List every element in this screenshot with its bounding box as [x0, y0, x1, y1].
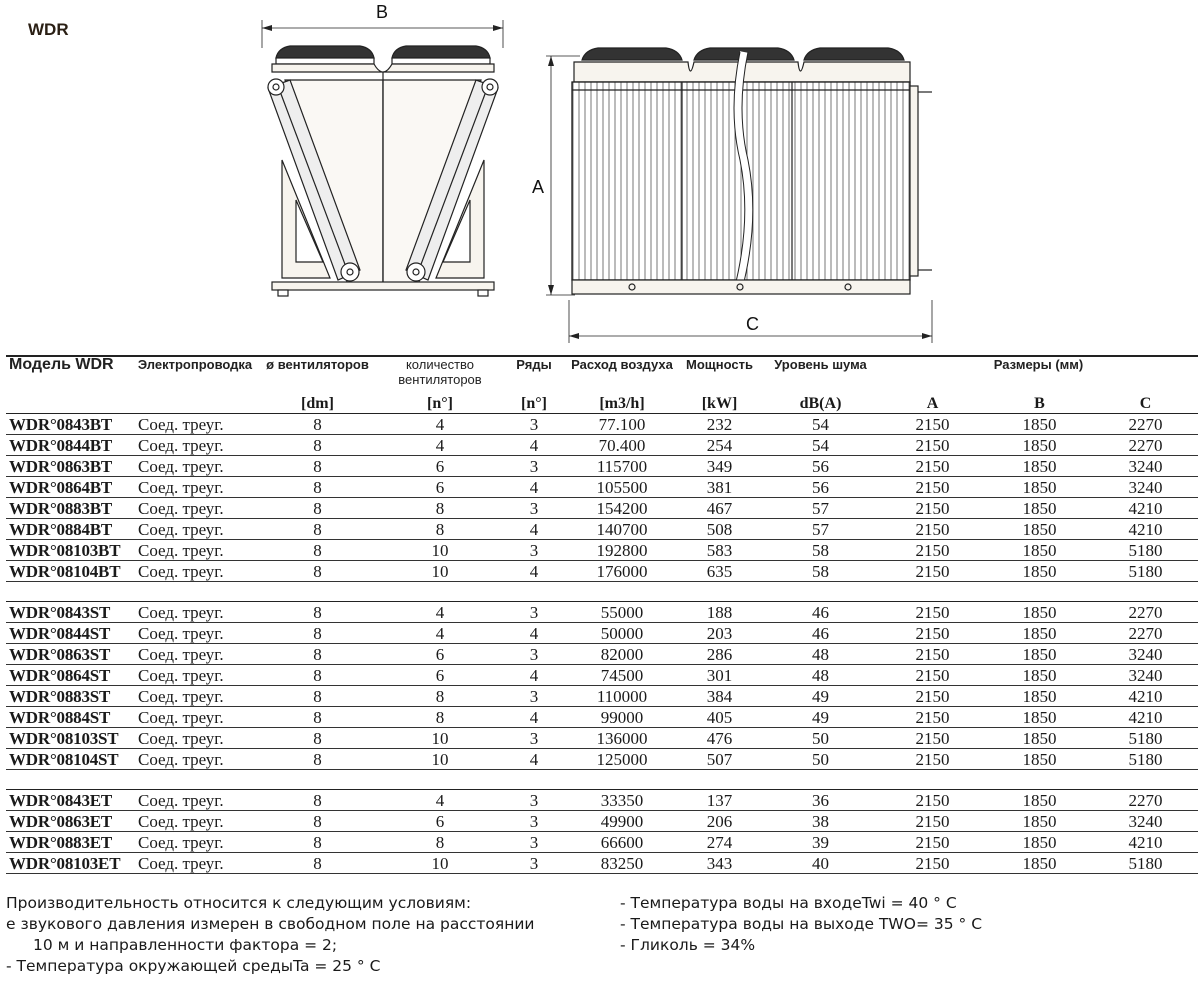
- cell-dim-a: 2150: [879, 414, 986, 435]
- notes-right: [620, 893, 1180, 956]
- cell-dim-b: 1850: [986, 435, 1093, 456]
- cell-airflow: 83250: [567, 853, 677, 874]
- cell-dim-b: 1850: [986, 623, 1093, 644]
- cell-dim-a: 2150: [879, 644, 986, 665]
- cell-fan-diameter: 8: [256, 414, 379, 435]
- cell-fan-diameter: 8: [256, 832, 379, 853]
- cell-fan-count: 6: [379, 665, 501, 686]
- cell-fan-count: 10: [379, 561, 501, 582]
- cell-airflow: 82000: [567, 644, 677, 665]
- cell-rows: 3: [501, 602, 567, 623]
- cell-fan-count: 8: [379, 832, 501, 853]
- cell-noise: 56: [762, 477, 879, 498]
- cell-fan-count: 6: [379, 811, 501, 832]
- cell-fan-count: 10: [379, 728, 501, 749]
- cell-model: WDR°0864BT: [6, 477, 134, 498]
- cell-power: 137: [677, 790, 762, 811]
- cell-dim-b: 1850: [986, 728, 1093, 749]
- cell-model: WDR°0844ST: [6, 623, 134, 644]
- cell-wiring: Соед. треуг.: [134, 686, 256, 707]
- table-row: [6, 644, 1198, 665]
- dim-b-label: B: [376, 2, 389, 22]
- cell-dim-c: 2270: [1093, 602, 1198, 623]
- cell-fan-diameter: 8: [256, 853, 379, 874]
- cell-airflow: 192800: [567, 540, 677, 561]
- cell-noise: 54: [762, 435, 879, 456]
- cell-rows: 4: [501, 707, 567, 728]
- cell-rows: 3: [501, 790, 567, 811]
- cell-model: WDR°0883BT: [6, 498, 134, 519]
- cell-model: WDR°08104BT: [6, 561, 134, 582]
- units-row: [6, 394, 1198, 414]
- cell-power: 286: [677, 644, 762, 665]
- cell-wiring: Соед. треуг.: [134, 435, 256, 456]
- cell-airflow: 77.100: [567, 414, 677, 435]
- cell-dim-c: 4210: [1093, 707, 1198, 728]
- cell-fan-diameter: 8: [256, 519, 379, 540]
- separator-cell: [6, 770, 1198, 790]
- table-row: [6, 456, 1198, 477]
- cell-power: 343: [677, 853, 762, 874]
- cell-fan-diameter: 8: [256, 540, 379, 561]
- cell-dim-c: 5180: [1093, 853, 1198, 874]
- cell-fan-diameter: 8: [256, 749, 379, 770]
- group-separator: [6, 770, 1198, 790]
- fan-dome-left: [276, 46, 374, 58]
- cell-rows: 3: [501, 498, 567, 519]
- unit-dim-a: A: [879, 394, 986, 414]
- cell-wiring: Соед. треуг.: [134, 644, 256, 665]
- col-dimensions: Размеры (мм): [879, 356, 1198, 394]
- technical-drawing: [0, 0, 1200, 350]
- cell-fan-diameter: 8: [256, 498, 379, 519]
- cell-dim-b: 1850: [986, 707, 1093, 728]
- cell-rows: 3: [501, 832, 567, 853]
- cell-model: WDR°0863ET: [6, 811, 134, 832]
- cell-dim-a: 2150: [879, 707, 986, 728]
- cell-rows: 4: [501, 665, 567, 686]
- cell-dim-a: 2150: [879, 540, 986, 561]
- note-line: - Температура воды на входеTwi = 40 ° C: [620, 894, 957, 912]
- cell-dim-c: 4210: [1093, 686, 1198, 707]
- cell-wiring: Соед. треуг.: [134, 728, 256, 749]
- cell-rows: 3: [501, 811, 567, 832]
- note-line: е звукового давления измерен в свободном поле на расстоянии: [6, 915, 535, 933]
- cell-rows: 4: [501, 477, 567, 498]
- cell-power: 476: [677, 728, 762, 749]
- cell-dim-c: 2270: [1093, 790, 1198, 811]
- cell-airflow: 49900: [567, 811, 677, 832]
- cell-model: WDR°0864ST: [6, 665, 134, 686]
- table-row: [6, 832, 1198, 853]
- cell-fan-count: 4: [379, 414, 501, 435]
- col-wiring: Электропроводка: [134, 356, 256, 394]
- cell-power: 507: [677, 749, 762, 770]
- cell-fan-count: 6: [379, 477, 501, 498]
- cell-wiring: Соед. треуг.: [134, 414, 256, 435]
- cell-fan-count: 10: [379, 540, 501, 561]
- note-line: - Температура воды на выходе TWO= 35 ° C: [620, 915, 983, 933]
- cell-dim-a: 2150: [879, 686, 986, 707]
- cell-wiring: Соед. треуг.: [134, 665, 256, 686]
- cell-fan-diameter: 8: [256, 623, 379, 644]
- cell-power: 405: [677, 707, 762, 728]
- col-fan-diameter: ø вентиляторов: [256, 356, 379, 394]
- cell-noise: 58: [762, 540, 879, 561]
- cell-model: WDR°0863ST: [6, 644, 134, 665]
- cell-airflow: 110000: [567, 686, 677, 707]
- table-row: [6, 853, 1198, 874]
- cell-wiring: Соед. треуг.: [134, 707, 256, 728]
- cell-rows: 3: [501, 540, 567, 561]
- cell-power: 467: [677, 498, 762, 519]
- cell-dim-c: 5180: [1093, 728, 1198, 749]
- table-row: [6, 602, 1198, 623]
- unit-dim-b: B: [986, 394, 1093, 414]
- front-view: [546, 48, 932, 343]
- cell-noise: 57: [762, 519, 879, 540]
- cell-model: WDR°08104ST: [6, 749, 134, 770]
- cell-power: 349: [677, 456, 762, 477]
- note-line: 10 м и направленности фактора = 2;: [33, 936, 338, 954]
- cell-noise: 54: [762, 414, 879, 435]
- cell-dim-c: 3240: [1093, 811, 1198, 832]
- group-separator: [6, 582, 1198, 602]
- dim-c-label: C: [746, 314, 759, 334]
- cell-dim-c: 4210: [1093, 498, 1198, 519]
- col-model: Модель WDR: [6, 356, 134, 394]
- cell-power: 508: [677, 519, 762, 540]
- cell-wiring: Соед. треуг.: [134, 456, 256, 477]
- cell-model: WDR°0883ST: [6, 686, 134, 707]
- col-rows: Ряды: [501, 356, 567, 394]
- cell-dim-b: 1850: [986, 477, 1093, 498]
- cell-fan-diameter: 8: [256, 811, 379, 832]
- cell-power: 381: [677, 477, 762, 498]
- cell-fan-diameter: 8: [256, 686, 379, 707]
- dim-a-label: A: [532, 177, 545, 197]
- unit-noise: dB(A): [762, 394, 879, 414]
- cell-dim-a: 2150: [879, 832, 986, 853]
- cell-model: WDR°0843ET: [6, 790, 134, 811]
- table-row: [6, 707, 1198, 728]
- cell-power: 384: [677, 686, 762, 707]
- table-row: [6, 749, 1198, 770]
- unit-model-empty: [6, 394, 134, 414]
- table-row: [6, 686, 1198, 707]
- cell-dim-c: 3240: [1093, 644, 1198, 665]
- table-row: [6, 623, 1198, 644]
- cell-fan-count: 8: [379, 519, 501, 540]
- cell-model: WDR°0844BT: [6, 435, 134, 456]
- separator-cell: [6, 582, 1198, 602]
- cell-model: WDR°0883ET: [6, 832, 134, 853]
- table-row: [6, 519, 1198, 540]
- cell-dim-c: 2270: [1093, 623, 1198, 644]
- cell-dim-b: 1850: [986, 414, 1093, 435]
- cell-fan-count: 4: [379, 435, 501, 456]
- cell-fan-diameter: 8: [256, 790, 379, 811]
- cell-dim-a: 2150: [879, 749, 986, 770]
- table-row: [6, 561, 1198, 582]
- cell-dim-b: 1850: [986, 686, 1093, 707]
- table-row: [6, 435, 1198, 456]
- cell-airflow: 33350: [567, 790, 677, 811]
- cell-airflow: 55000: [567, 602, 677, 623]
- cell-rows: 3: [501, 644, 567, 665]
- cell-fan-diameter: 8: [256, 602, 379, 623]
- cell-fan-count: 10: [379, 749, 501, 770]
- cell-model: WDR°0843BT: [6, 414, 134, 435]
- cell-airflow: 105500: [567, 477, 677, 498]
- cell-fan-count: 6: [379, 644, 501, 665]
- cell-airflow: 176000: [567, 561, 677, 582]
- cell-fan-diameter: 8: [256, 707, 379, 728]
- cell-airflow: 154200: [567, 498, 677, 519]
- page-tag: WDR: [28, 20, 69, 39]
- unit-fan-count: [n°]: [379, 394, 501, 414]
- cell-rows: 4: [501, 561, 567, 582]
- cell-dim-a: 2150: [879, 456, 986, 477]
- unit-dim-c: C: [1093, 394, 1198, 414]
- cell-airflow: 140700: [567, 519, 677, 540]
- notes-left: [6, 893, 606, 977]
- cell-fan-count: 8: [379, 707, 501, 728]
- cell-dim-b: 1850: [986, 644, 1093, 665]
- cell-fan-count: 6: [379, 456, 501, 477]
- cell-fan-diameter: 8: [256, 644, 379, 665]
- cell-noise: 38: [762, 811, 879, 832]
- side-view: [262, 20, 503, 296]
- unit-wiring-empty: [134, 394, 256, 414]
- cell-dim-c: 5180: [1093, 749, 1198, 770]
- cell-dim-c: 3240: [1093, 665, 1198, 686]
- cell-dim-b: 1850: [986, 540, 1093, 561]
- cell-noise: 48: [762, 665, 879, 686]
- table-row: [6, 665, 1198, 686]
- cell-fan-diameter: 8: [256, 561, 379, 582]
- unit-power: [kW]: [677, 394, 762, 414]
- cell-dim-b: 1850: [986, 456, 1093, 477]
- cell-model: WDR°0843ST: [6, 602, 134, 623]
- cell-noise: 49: [762, 686, 879, 707]
- cell-airflow: 99000: [567, 707, 677, 728]
- cell-noise: 49: [762, 707, 879, 728]
- cell-rows: 3: [501, 686, 567, 707]
- col-airflow: Расход воздуха: [567, 356, 677, 394]
- cell-fan-count: 4: [379, 623, 501, 644]
- cell-model: WDR°0884BT: [6, 519, 134, 540]
- cell-rows: 4: [501, 435, 567, 456]
- cell-rows: 3: [501, 728, 567, 749]
- unit-rows: [n°]: [501, 394, 567, 414]
- cell-dim-b: 1850: [986, 519, 1093, 540]
- cell-noise: 48: [762, 644, 879, 665]
- col-fan-count: количество вентиляторов: [379, 356, 501, 394]
- spec-table: [6, 355, 1198, 874]
- header-row: [6, 356, 1198, 394]
- cell-fan-diameter: 8: [256, 665, 379, 686]
- cell-airflow: 50000: [567, 623, 677, 644]
- table-row: [6, 540, 1198, 561]
- table-row: [6, 477, 1198, 498]
- cell-dim-b: 1850: [986, 853, 1093, 874]
- cell-rows: 3: [501, 853, 567, 874]
- cell-airflow: 115700: [567, 456, 677, 477]
- cell-dim-a: 2150: [879, 853, 986, 874]
- cell-power: 206: [677, 811, 762, 832]
- cell-power: 232: [677, 414, 762, 435]
- cell-wiring: Соед. треуг.: [134, 853, 256, 874]
- table-row: [6, 790, 1198, 811]
- cell-dim-b: 1850: [986, 832, 1093, 853]
- note-line: - Гликоль = 34%: [620, 936, 756, 954]
- cell-model: WDR°0863BT: [6, 456, 134, 477]
- cell-rows: 3: [501, 414, 567, 435]
- cell-noise: 39: [762, 832, 879, 853]
- table-row: [6, 498, 1198, 519]
- cell-power: 203: [677, 623, 762, 644]
- cell-rows: 3: [501, 456, 567, 477]
- cell-noise: 46: [762, 623, 879, 644]
- fan-dome-right: [392, 46, 490, 58]
- cell-dim-c: 5180: [1093, 561, 1198, 582]
- cell-power: 254: [677, 435, 762, 456]
- cell-power: 635: [677, 561, 762, 582]
- cell-fan-count: 10: [379, 853, 501, 874]
- cell-dim-a: 2150: [879, 665, 986, 686]
- cell-airflow: 125000: [567, 749, 677, 770]
- cell-dim-b: 1850: [986, 602, 1093, 623]
- cell-noise: 56: [762, 456, 879, 477]
- note-line: - Температура окружающей средыTa = 25 ° C: [6, 957, 381, 975]
- cell-wiring: Соед. треуг.: [134, 623, 256, 644]
- cell-fan-diameter: 8: [256, 477, 379, 498]
- cell-dim-b: 1850: [986, 749, 1093, 770]
- cell-dim-b: 1850: [986, 665, 1093, 686]
- cell-dim-c: 3240: [1093, 477, 1198, 498]
- cell-wiring: Соед. треуг.: [134, 477, 256, 498]
- cell-dim-a: 2150: [879, 498, 986, 519]
- cell-power: 583: [677, 540, 762, 561]
- cell-fan-count: 8: [379, 498, 501, 519]
- cell-rows: 4: [501, 519, 567, 540]
- cell-dim-a: 2150: [879, 811, 986, 832]
- spec-table-body: [6, 414, 1198, 874]
- col-power: Мощность: [677, 356, 762, 394]
- cell-dim-a: 2150: [879, 728, 986, 749]
- cell-fan-diameter: 8: [256, 728, 379, 749]
- cell-dim-b: 1850: [986, 561, 1093, 582]
- table-row: [6, 728, 1198, 749]
- cell-dim-c: 5180: [1093, 540, 1198, 561]
- cell-wiring: Соед. треуг.: [134, 832, 256, 853]
- cell-fan-diameter: 8: [256, 435, 379, 456]
- col-noise: Уровень шума: [762, 356, 879, 394]
- table-row: [6, 414, 1198, 435]
- cell-wiring: Соед. треуг.: [134, 602, 256, 623]
- cell-power: 188: [677, 602, 762, 623]
- cell-rows: 4: [501, 749, 567, 770]
- cell-noise: 36: [762, 790, 879, 811]
- cell-dim-a: 2150: [879, 435, 986, 456]
- cell-wiring: Соед. треуг.: [134, 519, 256, 540]
- cell-noise: 40: [762, 853, 879, 874]
- cell-fan-count: 4: [379, 790, 501, 811]
- cell-dim-c: 2270: [1093, 414, 1198, 435]
- cell-noise: 50: [762, 749, 879, 770]
- unit-airflow: [m3/h]: [567, 394, 677, 414]
- cell-dim-c: 4210: [1093, 832, 1198, 853]
- cell-wiring: Соед. треуг.: [134, 498, 256, 519]
- table-row: [6, 811, 1198, 832]
- cell-dim-a: 2150: [879, 602, 986, 623]
- cell-noise: 58: [762, 561, 879, 582]
- cell-power: 274: [677, 832, 762, 853]
- cell-airflow: 66600: [567, 832, 677, 853]
- cell-dim-a: 2150: [879, 477, 986, 498]
- cell-wiring: Соед. треуг.: [134, 540, 256, 561]
- cell-model: WDR°08103ET: [6, 853, 134, 874]
- cell-airflow: 70.400: [567, 435, 677, 456]
- cell-wiring: Соед. треуг.: [134, 561, 256, 582]
- cell-noise: 46: [762, 602, 879, 623]
- cell-dim-b: 1850: [986, 790, 1093, 811]
- cell-fan-count: 8: [379, 686, 501, 707]
- cell-dim-c: 2270: [1093, 435, 1198, 456]
- cell-dim-a: 2150: [879, 623, 986, 644]
- cell-dim-c: 4210: [1093, 519, 1198, 540]
- cell-dim-b: 1850: [986, 811, 1093, 832]
- cell-dim-a: 2150: [879, 790, 986, 811]
- cell-fan-count: 4: [379, 602, 501, 623]
- cell-dim-a: 2150: [879, 519, 986, 540]
- note-line: Производительность относится к следующим условиям:: [6, 894, 472, 912]
- cell-airflow: 136000: [567, 728, 677, 749]
- unit-fan-diameter: [dm]: [256, 394, 379, 414]
- cell-rows: 4: [501, 623, 567, 644]
- cell-dim-a: 2150: [879, 561, 986, 582]
- cell-model: WDR°08103ST: [6, 728, 134, 749]
- cell-noise: 50: [762, 728, 879, 749]
- cell-wiring: Соед. треуг.: [134, 811, 256, 832]
- cell-dim-c: 3240: [1093, 456, 1198, 477]
- cell-model: WDR°08103BT: [6, 540, 134, 561]
- cell-dim-b: 1850: [986, 498, 1093, 519]
- cell-fan-diameter: 8: [256, 456, 379, 477]
- cell-noise: 57: [762, 498, 879, 519]
- cell-wiring: Соед. треуг.: [134, 749, 256, 770]
- cell-model: WDR°0884ST: [6, 707, 134, 728]
- cell-power: 301: [677, 665, 762, 686]
- cell-airflow: 74500: [567, 665, 677, 686]
- cell-wiring: Соед. треуг.: [134, 790, 256, 811]
